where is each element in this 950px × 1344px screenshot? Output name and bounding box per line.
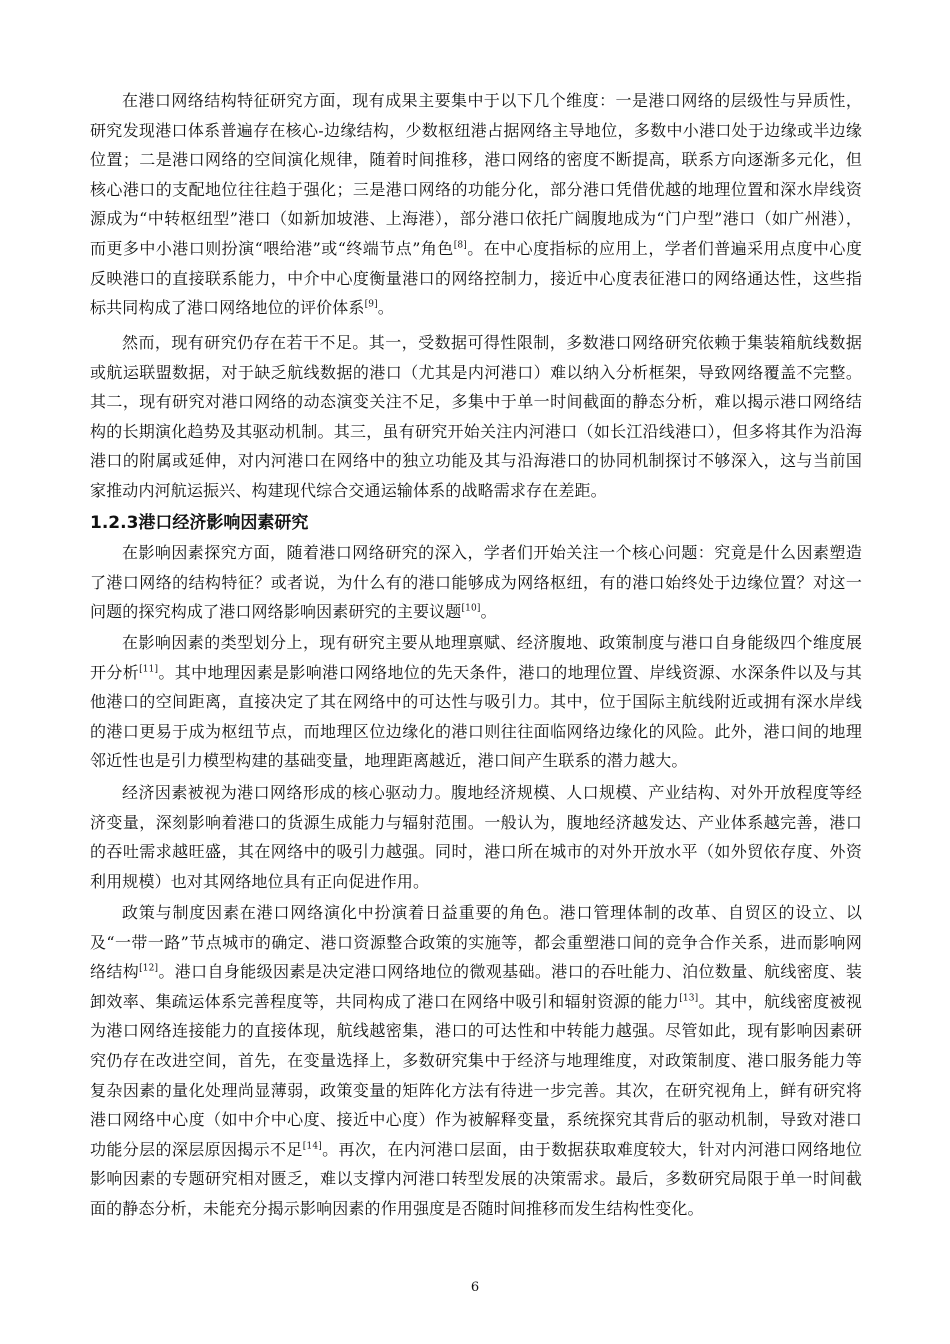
page-number: 6 bbox=[470, 1280, 480, 1295]
paragraph-text: 经济因素被视为港口网络形成的核心驱动力。腹地经济规模、人口规模、产业结构、对外开放程度等经济变量，深刻影响着港口的货源生成能力与辐射范围。一般认为，腹地经济越发达、产业体系越完善，港口的吞吐需求越旺盛，其在网络中的吸引力越强。同时，港口所在城市的对外开放水平（如外贸依存度、外资利用规模）也对其网络地位具有正向促进作用。 bbox=[90, 783, 862, 891]
paragraph-network-structure bbox=[90, 86, 862, 328]
paragraph-text: 。 bbox=[480, 602, 497, 622]
paragraph-text: 然而，现有研究仍存在若干不足。其一，受数据可得性限制，多数港口网络研究依赖于集装箱航线数据或航运联盟数据，对于缺乏航线数据的港口（尤其是内河港口）难以纳入分析框架，导致网络覆盖不完整。其二，现有研究对港口网络的动态演变关注不足，多集中于单一时间截面的静态分析，难以揭示港口网络结构的长期演化趋势及其驱动机制。其三，虽有研究开始关注内河港口（如长江沿线港口），但多将其作为沿海港口的附属或延伸，对内河港口在网络中的独立功能及其与沿海港口的协同机制探讨不够深入，这与当前国家推动内河航运振兴、构建现代综合交通运输体系的战略需求存在差距。 bbox=[90, 333, 862, 500]
paragraph-text: 。港口自身能级因素是决定港口网络地位的微观基础。港口的吞吐能力、泊位数量、航线密度、装卸效率、集疏运体系完善程度等，共同构成了港口在网络中吸引和辐射资源的能力 bbox=[90, 962, 863, 1011]
paragraph-text: 。其中，航线密度被视为港口网络连接能力的直接体现，航线越密集，港口的可达性和中转能力越强。尽管如此，现有影响因素研究仍存在改进空间，首先，在变量选择上，多数研究集中于经济与地理维度，对政策制度、港口服务能力等复杂因素的量化处理尚显薄弱，政策变量的矩阵化方法有待进一步完善。其次，在研究视角上，鲜有研究将港口网络中心度（如中介中心度、接近中心度）作为被解释变量，系统探究其背后的驱动机制，导致对港口功能分层的深层原因揭示不足 bbox=[90, 991, 862, 1159]
paragraph-text: 。再次，在内河港口层面，由于数据获取难度较大，针对内河港口网络地位影响因素的专题研究相对匮乏，难以支撑内河港口转型发展的决策需求。最后，多数研究局限于单一时间截面的静态分析，未能充分揭示影响因素的作用强度是否随时间推移而发生结构性变化。 bbox=[90, 1139, 862, 1218]
paragraph-text: 政策与制度因素在港口网络演化中扮演着日益重要的角色。港口管理体制的改革、自贸区的设立、以及“一带一路”节点城市的确定、港口资源整合政策的实施等，都会重塑港口间的竞争合作关系，进而影响网络结构 bbox=[90, 903, 862, 982]
paragraph-factor-question bbox=[90, 538, 862, 628]
section-heading: 1.2.3港口经济影响因素研究 bbox=[90, 513, 309, 533]
citation: [14] bbox=[302, 1141, 322, 1152]
citation: [9] bbox=[364, 299, 378, 310]
citation: [13] bbox=[679, 993, 699, 1004]
citation: [12] bbox=[139, 963, 159, 974]
citation: [11] bbox=[139, 664, 159, 675]
citation: [8] bbox=[453, 240, 467, 251]
paragraph-text: 。其中地理因素是影响港口网络地位的先天条件，港口的地理位置、岸线资源、水深条件以及与其他港口的空间距离，直接决定了其在网络中的可达性与吸引力。其中，位于国际主航线附近或拥有深水岸线的港口更易于成为枢纽节点，而地理区位边缘化的港口则往往面临网络边缘化的风险。此外，港口间的地理邻近性也是引力模型构建的基础变量，地理距离越近，港口间产生联系的潜力越大。 bbox=[90, 662, 863, 771]
paragraph-text: 在影响因素的类型划分上，现有研究主要从地理禀赋、经济腹地、政策制度与港口自身能级四个维度展开分析 bbox=[90, 633, 862, 682]
paragraph-policy-factors bbox=[90, 898, 862, 1224]
paragraph-economic-factors bbox=[90, 778, 862, 898]
paragraph-research-gaps bbox=[90, 328, 862, 508]
paragraph-text: 。在中心度指标的应用上，学者们普遍采用点度中心度反映港口的直接联系能力，中介中心度衡量港口的网络控制力，接近中心度表征港口的网络通达性，这些指标共同构成了港口网络地位的评价体系 bbox=[90, 238, 862, 318]
paragraph-text: 在港口网络结构特征研究方面，现有成果主要集中于以下几个维度：一是港口网络的层级性与异质性，研究发现港口体系普遍存在核心-边缘结构，少数枢纽港占据网络主导地位，多数中小港口处于边缘或半边缘位置；二是港口网络的空间演化规律，随着时间推移，港口网络的密度不断提高，联系方向逐渐多元化，但核心港口的支配地位往往趋于强化；三是港口网络的功能分化，部分港口凭借优越的地理位置和深水岸线资源成为“中转枢纽型”港口（如新加坡港、上海港），部分港口依托广阔腹地成为“门户型”港口（如广州港），而更多中小港口则扮演“喂给港”或“终端节点”角色 bbox=[90, 91, 862, 258]
paragraph-text: 。 bbox=[377, 298, 394, 318]
citation: [10] bbox=[461, 603, 481, 614]
document-page bbox=[90, 86, 862, 1224]
paragraph-text: 在影响因素探究方面，随着港口网络研究的深入，学者们开始关注一个核心问题：究竟是什么因素塑造了港口网络的结构特征？或者说，为什么有的港口能够成为网络枢纽，有的港口始终处于边缘位置？对这一问题的探究构成了港口网络影响因素研究的主要议题 bbox=[90, 543, 862, 622]
paragraph-geographic-factors bbox=[90, 628, 862, 778]
